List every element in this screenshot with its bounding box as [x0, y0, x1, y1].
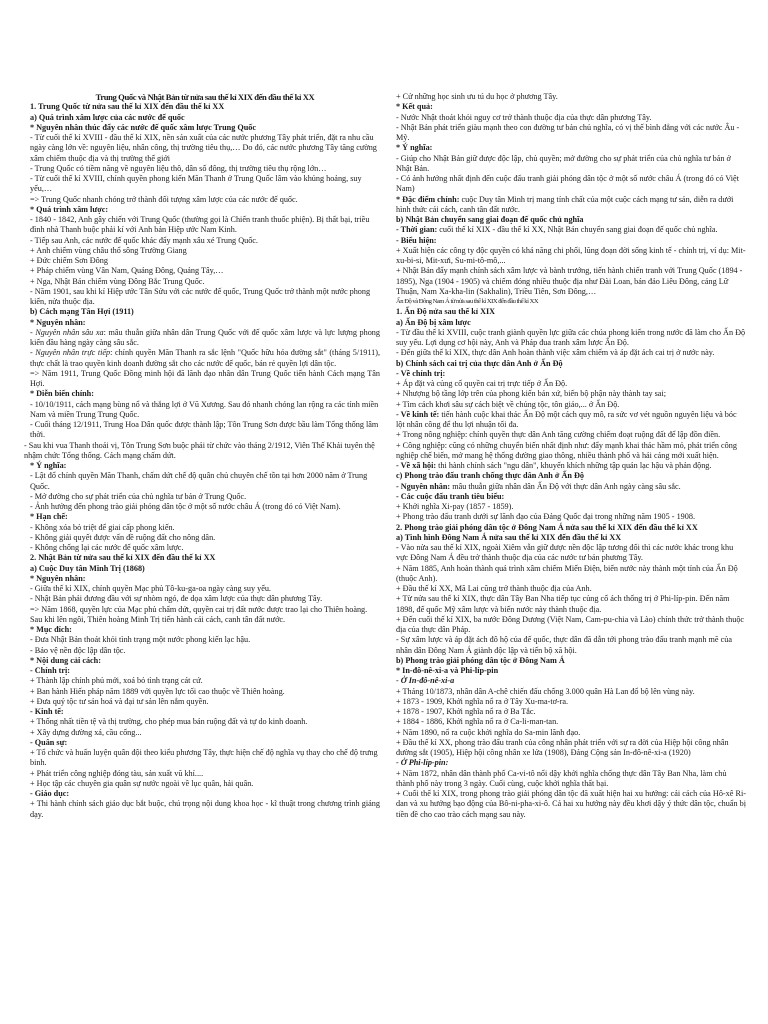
text-paragraph: + Cuối thế kỉ XIX, trong phong trào giải phóng dân tộc đã xuất hiện hai xu hướng: cải cách của Hô-xê Ri-dan và xu hướng bạo động của Bô-ni-pha-xi-ô. Cả hai xu hướng này đều khơi dậy ý thức dân tộc, chuẩn bị tiền đề cho cao trào cách mạng sau này.	[396, 789, 746, 819]
text-paragraph: + Pháp chiếm vùng Vân Nam, Quảng Đông, Quảng Tây,…	[30, 266, 224, 276]
section-heading: b) Chính sách cai trị của thực dân Anh ở Ấn Độ	[396, 358, 563, 368]
text-paragraph: - Sự xâm lược và áp đặt ách đô hộ của đế quốc, thực dân đã dẫn tới phong trào đấu tranh mạnh mẽ của nhân dân Đông Nam Á giành độc lập và tiến bộ xã hội.	[396, 635, 732, 655]
text-paragraph: => Năm 1911, Trung Quốc Đồng minh hội đã lãnh đạo nhân dân Trung Quốc tiến hành Cách mạng Tân Hợi.	[30, 368, 380, 388]
section-heading: * Kết quả:	[396, 102, 433, 112]
text-paragraph: - Thời gian: cuối thế kỉ XIX - đầu thế kỉ XX, Nhật Bản chuyển sang giai đoạn đế quốc chủ nghĩa.	[396, 225, 718, 235]
section-heading: a) Cuộc Duy tân Minh Trị (1868)	[30, 563, 145, 573]
text-paragraph: + Tìm cách khơi sâu sự cách biệt về chủng tộc, tôn giáo,... ở Ấn Độ.	[396, 399, 620, 409]
text-paragraph: - Nhật Bản phải đương đầu với sự nhòm ngó, đe dọa xâm lược của thực dân phương Tây.	[30, 594, 323, 604]
text-paragraph: => Trung Quốc nhanh chóng trở thành đối tượng xâm lược của các nước đế quốc.	[30, 194, 298, 204]
section-heading: b) Phong trào giải phóng dân tộc ở Đông Nam Á	[396, 655, 565, 665]
text-paragraph: + Áp đặt và củng cố quyền cai trị trực tiếp ở Ấn Độ.	[396, 379, 568, 388]
section-heading: * Ý nghĩa:	[30, 461, 67, 470]
section-heading: a) Ấn Độ bị xâm lược	[396, 317, 471, 327]
text-paragraph: - Tiếp sau Anh, các nước đế quốc khác đẩy mạnh xâu xé Trung Quốc.	[30, 235, 258, 245]
section-heading: * Quá trình xâm lược:	[30, 204, 109, 214]
text-paragraph: + Tổ chức và huấn luyện quân đội theo kiểu phương Tây, thực hiện chế độ nghĩa vụ thay cho chế độ trưng binh.	[30, 748, 378, 768]
text-paragraph: + Nhượng bộ tầng lớp trên của phong kiến bản xứ, biến bộ phận này thành tay sai;	[396, 389, 666, 399]
text-paragraph: - Giúp cho Nhật Bản giữ được độc lập, chủ quyền; mở đường cho sự phát triển của chủ nghĩa tư bản ở Nhật Bản.	[396, 153, 731, 173]
text-paragraph: - Mở đường cho sự phát triển của chủ nghĩa tư bản ở Trung Quốc.	[30, 491, 247, 501]
left-column-body	[24, 102, 380, 820]
section-heading: 2. Phong trào giải phóng dân tộc ở Đông Nam Á nửa sau thế kỉ XIX đến đầu thế kỉ XX	[396, 522, 698, 532]
text-paragraph: + Phong trào đấu tranh dưới sự lãnh đạo của Đảng Quốc đại trong những năm 1905 - 1908.	[396, 512, 695, 522]
text-paragraph: - Đến giữa thế kỉ XIX, thực dân Anh hoàn thành việc xâm chiếm và áp đặt ách cai trị ở nước này.	[396, 348, 715, 358]
text-paragraph: + 1878 - 1907, Khởi nghĩa nổ ra ở Ba Tắc.	[396, 707, 536, 716]
text-paragraph: - Từ cuối thế kỉ XVIII - đầu thế kỉ XIX, nền sản xuất của các nước phương Tây phát triển, đặt ra nhu cầu ngày càng lớn về: nguyên liệu, nhân công, thị trường tiêu thụ,… Do đó, các nước phương Tây tăng cường xâm chiếm thuộc địa và thị trường thế giới	[30, 133, 377, 163]
text-paragraph: + Từ nửa sau thế kỉ XIX, thực dân Tây Ban Nha tiếp tục củng cố ách thống trị ở Phi-líp-pin. Đến năm 1898, đế quốc Mỹ xâm lược và biến nước này thành thuộc địa.	[396, 594, 730, 614]
section-heading: * Nguyên nhân thúc đẩy các nước đế quốc xâm lược Trung Quốc	[30, 122, 257, 132]
section-heading: b) Cách mạng Tân Hợi (1911)	[30, 307, 134, 317]
document-title: Trung Quốc và Nhật Bản từ nửa sau thế kỉ XIX đến đầu thế kỉ XX	[95, 92, 315, 102]
text-paragraph: - Trung Quốc có tiềm năng về nguyên liệu thô, dân số đông, thị trường tiêu thụ rộng lớn…	[30, 163, 327, 173]
section-heading: * Nguyên nhân:	[30, 573, 86, 583]
text-paragraph: + Đầu thế kỉ XX, Mã Lai cũng trở thành thuộc địa của Anh.	[396, 584, 592, 593]
text-paragraph: - Vào nửa sau thế kỉ XIX, ngoài Xiêm vẫn giữ được nền độc lập tương đối thì các nước khác trong khu vực Đông Nam Á đều trở thành thuộc địa của các nước tư bản phương Tây.	[396, 543, 734, 563]
text-paragraph: + Cử những học sinh ưu tú du học ở phương Tây.	[396, 92, 558, 101]
section-heading: a) Tình hình Đông Nam Á nửa sau thế kỉ XIX đến đầu thế kỉ XX	[396, 532, 622, 542]
section-heading: - Các cuộc đấu tranh tiêu biểu:	[396, 491, 505, 501]
text-paragraph: + Công nghiệp: cũng có những chuyển biến nhất định như: đẩy mạnh khai thác hầm mỏ, phát triển công nghiệp chế biến, mở mang hệ thống đường giao thông, nhiều thành phố và hải cảng mới xuất hiện.	[396, 440, 737, 460]
section-heading: a) Quá trình xâm lược của các nước đế quốc	[30, 112, 185, 122]
text-paragraph: - Năm 1901, sau khi kí Hiệp ước Tân Sửu với các nước đế quốc, Trung Quốc trở thành một nước phong kiến, nửa thuộc địa.	[30, 286, 371, 306]
text-paragraph: + Khởi nghĩa Xi-pay (1857 - 1859).	[396, 502, 514, 511]
text-paragraph: - Nguyên nhân: mâu thuẫn giữa nhân dân Ấn Độ với thực dân Anh ngày càng sâu sắc.	[396, 481, 681, 491]
right-column-body	[396, 92, 746, 820]
text-paragraph: + Năm 1890, nổ ra cuộc khởi nghĩa do Sa-min lãnh đạo.	[396, 727, 581, 737]
text-paragraph: => Năm 1868, quyền lực của Mạc phủ chấm dứt, quyền cai trị đất nước được trao lại cho Thiên hoàng. Sau khi lên ngôi, Thiên hoàng Minh Trị tiến hành cải cách, canh tân đất nước.	[30, 604, 368, 624]
text-paragraph: - Bảo vệ nền độc lập dân tộc.	[30, 645, 126, 655]
text-paragraph: + Năm 1885, Anh hoàn thành quá trình xâm chiếm Miến Điện, biến nước này thành một tỉnh của Ấn Độ (thuộc Anh).	[396, 563, 738, 583]
text-paragraph: + Năm 1872, nhân dân thành phố Ca-vi-tô nổi dậy khởi nghĩa chống thực dân Tây Ban Nha, làm chủ thành phố này trong 3 ngày. Cuối cùng, cuộc khởi nghĩa thất bại.	[396, 768, 727, 788]
text-paragraph: * Đặc điểm chính: cuộc Duy tân Minh trị mang tính chất của một cuộc cách mạng tư sản, diễn ra dưới hình thức cải cách, canh tân đất nước.	[396, 194, 734, 214]
section-heading: - Kinh tế:	[30, 707, 64, 716]
section-heading: - Ở Phi-líp-pin:	[396, 758, 449, 768]
text-paragraph: - Ảnh hưởng đến phong trào giải phóng dân tộc ở một số nước châu Á (trong đó có Việt Nam).	[30, 502, 341, 511]
text-paragraph: + Trong nông nghiệp: chính quyền thực dân Anh tăng cường chiếm đoạt ruộng đất để lập đồn điền.	[396, 430, 721, 440]
section-heading: - Biểu hiện:	[396, 235, 437, 245]
section-heading: 1. Ấn Độ nửa sau thế kỉ XIX	[396, 307, 496, 317]
text-paragraph: + Đến cuối thế kỉ XIX, ba nước Đông Dương (Việt Nam, Cam-pu-chia và Lào) chính thức trở thành thuộc địa của thực dân Pháp.	[396, 614, 745, 634]
text-paragraph: - Nguyên nhân trực tiếp: chính quyền Mãn Thanh ra sắc lệnh "Quốc hữu hóa đường sắt" (tháng 5/1911), thực chất là trao quyền kinh doanh đường sắt cho các nước đế quốc, bán rẻ quyền lợi dân tộc.	[30, 348, 380, 368]
text-paragraph: + Tháng 10/1873, nhân dân A-chê chiến đấu chống 3.000 quân Hà Lan đổ bộ lên vùng này.	[396, 686, 695, 696]
section-heading: * In-đô-nê-xi-a và Phi-líp-pin	[396, 666, 499, 675]
text-paragraph: - Cuối tháng 12/1911, Trung Hoa Dân quốc được thành lập; Tôn Trung Sơn được bầu làm Tổng thống lâm thời.	[30, 420, 379, 440]
section-heading: - Ở In-đô-nê-xi-a	[396, 676, 455, 686]
text-paragraph: + Xây dựng đường xá, cầu cống...	[30, 727, 142, 737]
section-heading: * Hạn chế:	[30, 512, 68, 522]
text-paragraph: + Thống nhất tiền tệ và thị trường, cho phép mua bán ruộng đất và tự do kinh doanh.	[30, 717, 308, 727]
section-heading: - Về chính trị:	[396, 368, 446, 378]
text-paragraph: + Thi hành chính sách giáo dục bắt buộc, chú trọng nội dung khoa học - kĩ thuật trong chương trình giảng dạy.	[30, 799, 380, 819]
text-paragraph: - Nguyên nhân sâu xa: mâu thuẫn giữa nhân dân Trung Quốc với đế quốc xâm lược và lực lượng phong kiến đầu hàng ngày càng sâu sắc.	[30, 327, 380, 347]
text-paragraph: + Nhật Bản đẩy mạnh chính sách xâm lược và bành trướng, tiến hành chiến tranh với Trung Quốc (1894 - 1895), Nga (1904 - 1905) và chiếm đóng nhiều thuộc địa như Đài Loan, bán đảo Liêu Đông, cảng Lữ Thuận, Nam Xa-kha-lin (Sakhalin), Triều Tiên, Sơn Đông,…	[396, 266, 743, 296]
section-heading: * Diễn biến chính:	[30, 389, 94, 399]
text-paragraph: - Về kinh tế: tiến hành cuộc khai thác Ấn Độ một cách quy mô, ra sức vơ vét nguồn nguyên liệu và bóc lột nhân công để thu lợi nhuận tối đa.	[396, 409, 737, 429]
text-paragraph: + Thành lập chính phủ mới, xoá bỏ tình trạng cát cứ.	[30, 676, 203, 686]
text-paragraph: + Đức chiếm Sơn Đông	[30, 256, 108, 265]
text-paragraph: + Học tập các chuyên gia quân sự nước ngoài về lục quân, hải quân.	[30, 778, 254, 788]
section-heading: * Mục đích:	[30, 625, 72, 634]
text-paragraph: Ấn Độ và Đông Nam Á từ nửa sau thế kỉ XIX đến đầu thế kỉ XX	[396, 298, 539, 305]
text-paragraph: - 10/10/1911, cách mạng bùng nổ và thắng lợi ở Vũ Xương. Sau đó nhanh chóng lan rộng ra các tỉnh miền Nam và miền Trung Trung Quốc.	[30, 399, 379, 419]
text-paragraph: - Lật đổ chính quyền Mãn Thanh, chấm dứt chế độ quân chủ chuyên chế tồn tại hơn 2000 năm ở Trung Quốc.	[30, 471, 368, 491]
section-heading: b) Nhật Bản chuyển sang giai đoạn đế quốc chủ nghĩa	[396, 215, 584, 224]
right-column	[396, 92, 746, 820]
section-heading: - Chính trị:	[30, 666, 71, 675]
text-paragraph: - Không xóa bỏ triệt để giai cấp phong kiến.	[30, 522, 175, 532]
text-paragraph: + Đầu thế kỉ XX, phong trào đấu tranh của công nhân phát triển với sự ra đời của Hiệp hội công nhân đường sắt (1905), Hiệp hội công nhân xe lửa (1908), Đảng Cộng sản In-đô-nê-xi-a (1920)	[396, 737, 729, 757]
section-heading: * Nguyên nhân:	[30, 317, 86, 327]
text-paragraph: - Nhật Bản phát triển giàu mạnh theo con đường tư bản chủ nghĩa, có vị thế bình đẳng với các nước Âu - Mỹ.	[396, 122, 740, 142]
text-paragraph: + 1873 - 1909, Khởi nghĩa nổ ra ở Tây Xu-ma-tơ-ra.	[396, 696, 569, 706]
text-paragraph: + Anh chiếm vùng châu thổ sông Trường Giang	[30, 245, 187, 255]
text-paragraph: + Phát triển công nghiệp đóng tàu, sản xuất vũ khí....	[30, 768, 204, 778]
text-paragraph: + 1884 - 1886, Khởi nghĩa nổ ra ở Ca-li-man-tan.	[396, 717, 559, 727]
section-heading: 2. Nhật Bản từ nửa sau thế kỉ XIX đến đầu thế kỉ XX	[30, 553, 216, 563]
text-paragraph: - Không giải quyết được vấn đề ruộng đất cho nông dân.	[30, 532, 216, 542]
text-paragraph: - 1840 - 1842, Anh gây chiến với Trung Quốc (thường gọi là Chiến tranh thuốc phiện). Bị thất bại, triều đình nhà Thanh buộc phải kí với Anh bản Hiệp ước Nam Kinh.	[30, 215, 370, 235]
section-heading: 1. Trung Quốc từ nửa sau thế kỉ XIX đến đầu thế kỉ XX	[30, 102, 225, 112]
text-paragraph: - Giữa thế kỉ XIX, chính quyền Mạc phủ Tô-ku-ga-oa ngày càng suy yếu.	[30, 584, 271, 593]
text-paragraph: - Từ cuối thế kỉ XVIII, chính quyền phong kiến Mãn Thanh ở Trung Quốc lâm vào khủng hoảng, suy yếu,…	[30, 174, 362, 194]
text-paragraph: + Xuất hiện các công ty độc quyền có khả năng chi phối, lũng đoạn đời sống kinh tế - chính trị, ví dụ: Mit-xu-bi-si, Mit-xưi, Su-mi-tô-mô,...	[396, 245, 746, 265]
text-paragraph: - Sau khi vua Thanh thoái vị, Tôn Trung Sơn buộc phải từ chức vào tháng 2/1912, Viên Thế Khải tuyên thệ nhậm chức Tổng thống. Cách mạng chấm dứt.	[24, 440, 375, 460]
section-heading: c) Phong trào đấu tranh chống thực dân Anh ở Ấn Độ	[396, 471, 585, 481]
section-heading: - Giáo dục:	[30, 789, 70, 798]
text-paragraph: - Nước Nhật thoát khỏi nguy cơ trở thành thuộc địa của thực dân phương Tây.	[396, 112, 652, 122]
text-paragraph: - Không chống lại các nước đế quốc xâm lược.	[30, 543, 184, 552]
section-heading: * Ý nghĩa:	[396, 143, 433, 153]
left-column	[24, 92, 380, 820]
section-heading: - Quân sự:	[30, 737, 68, 747]
text-paragraph: + Nga, Nhật Bản chiếm vùng Đông Bắc Trung Quốc.	[30, 276, 205, 286]
text-paragraph: + Đưa quý tộc tư sản hoá và đại tư sản lên nắm quyền.	[30, 696, 209, 706]
section-heading: * Nội dung cải cách:	[30, 655, 101, 665]
text-paragraph: - Đưa Nhật Bản thoát khỏi tình trạng một nước phong kiến lạc hậu.	[30, 635, 251, 645]
text-paragraph: - Từ đầu thế kỉ XVIII, cuộc tranh giành quyền lực giữa các chúa phong kiến trong nước đã làm cho Ấn Độ suy yếu. Lợi dụng cơ hội này, Anh và Pháp đua tranh xâm lược Ấn Độ.	[396, 327, 746, 347]
text-paragraph: - Về xã hội: thi hành chính sách "ngu dân", khuyến khích những tập quán lạc hậu và phản động.	[396, 461, 712, 470]
text-paragraph: - Có ảnh hưởng nhất định đến cuộc đấu tranh giải phóng dân tộc ở một số nước châu Á (trong đó có Việt Nam)	[396, 174, 739, 194]
text-paragraph: + Ban hành Hiến pháp năm 1889 với quyền lực tối cao thuộc về Thiên hoàng.	[30, 686, 285, 696]
